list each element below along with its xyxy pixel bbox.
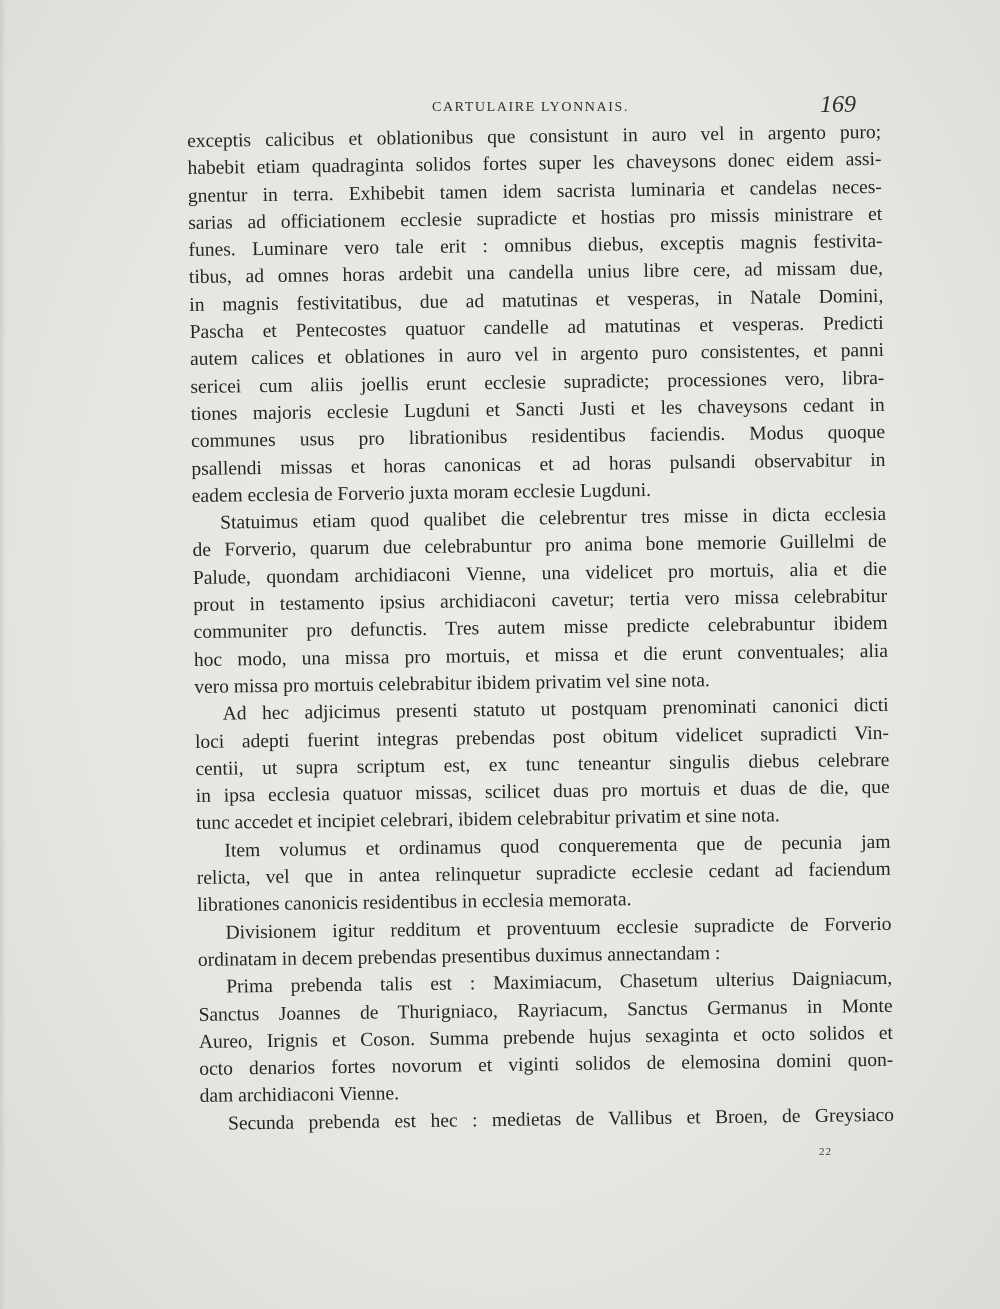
text-line: hoc modo, una missa pro mortuis, et missa et die erunt conventuales; alia xyxy=(193,640,889,671)
text-line: Pascha et Pentecostes quatuor candelle ad matutinas et vesperas. Predicti xyxy=(189,312,884,344)
text-line: Ad hec adjicimus presenti statuto ut postquam prenominati canonici dicti xyxy=(222,695,889,725)
text-line: in ipsa ecclesia quatuor missas, scilicet duas pro mortuis et duas de die, que xyxy=(195,776,890,808)
text-line: Statuimus etiam quod qualibet die celebrentur tres misse in dicta ecclesia xyxy=(220,504,887,534)
text-line: tibus, ad omnes horas ardebit una candella unius libre cere, ad missam due, xyxy=(188,258,884,289)
text-line: prout in testamento ipsius archidiaconi cavetur; tertia vero missa celebrabitur xyxy=(193,585,888,617)
text-line: funes. Luminare vero tale erit : omnibus diebus, exceptis magnis festivita- xyxy=(188,231,883,262)
text-line: sericei cum aliis joellis erunt ecclesie supradicte; processiones vero, libra- xyxy=(190,367,885,398)
text-line: habebit etiam quadraginta solidos fortes super les chaveysons donec eidem assi- xyxy=(187,149,882,180)
text-line: Sanctus Joannes de Thurigniaco, Rayriacum, Sanctus Germanus in Monte xyxy=(198,995,893,1026)
text-line: in magnis festivitatibus, due ad matutinas et vesperas, in Natale Domini, xyxy=(189,285,884,316)
page-edge-shadow xyxy=(0,0,6,1309)
text-line: tunc accedet et incipiet celebrari, ibidem celebrabitur privatim et sine nota. xyxy=(195,805,780,835)
text-line: centii, ut supra scriptum est, ex tunc teneantur singulis diebus celebrare xyxy=(195,749,890,780)
text-line: Secunda prebenda est hec : medietas de Vallibus et Broen, de Greysiaco xyxy=(227,1104,895,1135)
text-line: autem calices et oblationes in auro vel in argento puro consistentes, et panni xyxy=(189,340,885,371)
text-line: psallendi missas et horas canonicas et ad horas pulsandi observabitur in xyxy=(191,449,886,480)
text-line: relicta, vel que in antea relinquetur supradicte ecclesie cedant ad faciendum xyxy=(196,858,891,889)
text-line: octo denarios fortes novorum et viginti solidos de elemosina domini quon- xyxy=(199,1049,894,1081)
text-line: Prima prebenda talis est : Maximiacum, Chasetum ulterius Daigniacum, xyxy=(226,968,893,998)
text-line: ordinatam in decem prebendas presentibus duximus annectandam : xyxy=(197,942,721,971)
text-line: exceptis calicibus et oblationibus que consistunt in auro vel in argento puro; xyxy=(187,121,882,152)
text-line: Aureo, Irignis et Coson. Summa prebende hujus sexaginta et octo solidos et xyxy=(198,1022,894,1053)
text-line: communiter pro defunctis. Tres autem misse predicte celebrabuntur ibidem xyxy=(193,613,888,644)
text-line: Item volumus et ordinamus quod conquerementa que de pecunia jam xyxy=(224,831,891,862)
text-line: communes usus pro librationibus residentibus faciendis. Modus quoque xyxy=(190,422,886,453)
signature-mark: 22 xyxy=(819,1146,832,1158)
text-line: Divisionem igitur redditum et proventuum ecclesie supradicte de Forverio xyxy=(225,913,892,944)
text-line: de Forverio, quarum due celebrabuntur pro anima bone memorie Guillelmi de xyxy=(192,531,887,562)
body-text xyxy=(187,119,894,1138)
text-line: dam archidiaconi Vienne. xyxy=(199,1083,400,1108)
text-line: Palude, quondam archidiaconi Vienne, una videlicet pro mortuis, alia et die xyxy=(192,558,887,589)
text-line: librationes canonicis residentibus in ecclesia memorata. xyxy=(197,889,632,917)
text-line: gnentur in terra. Exhibebit tamen idem sacrista luminaria et candelas neces- xyxy=(187,176,882,207)
text-line: loci adepti fuerint integras prebendas post obitum videlicet supradicti Vin- xyxy=(194,722,890,753)
text-line: tiones majoris ecclesie Lugduni et Sancti Justi et les chaveysons cedant in xyxy=(190,394,885,425)
page-number: 169 xyxy=(820,92,856,118)
running-title: CARTULAIRE LYONNAIS. xyxy=(432,100,629,115)
text-line: vero missa pro mortuis celebrabitur ibidem privatim vel sine nota. xyxy=(194,670,710,698)
text-line: eadem ecclesia de Forverio juxta moram ecclesie Lugduni. xyxy=(191,479,652,507)
text-line: sarias ad officiationem ecclesie supradicte et hostias pro missis ministrare et xyxy=(188,203,883,234)
